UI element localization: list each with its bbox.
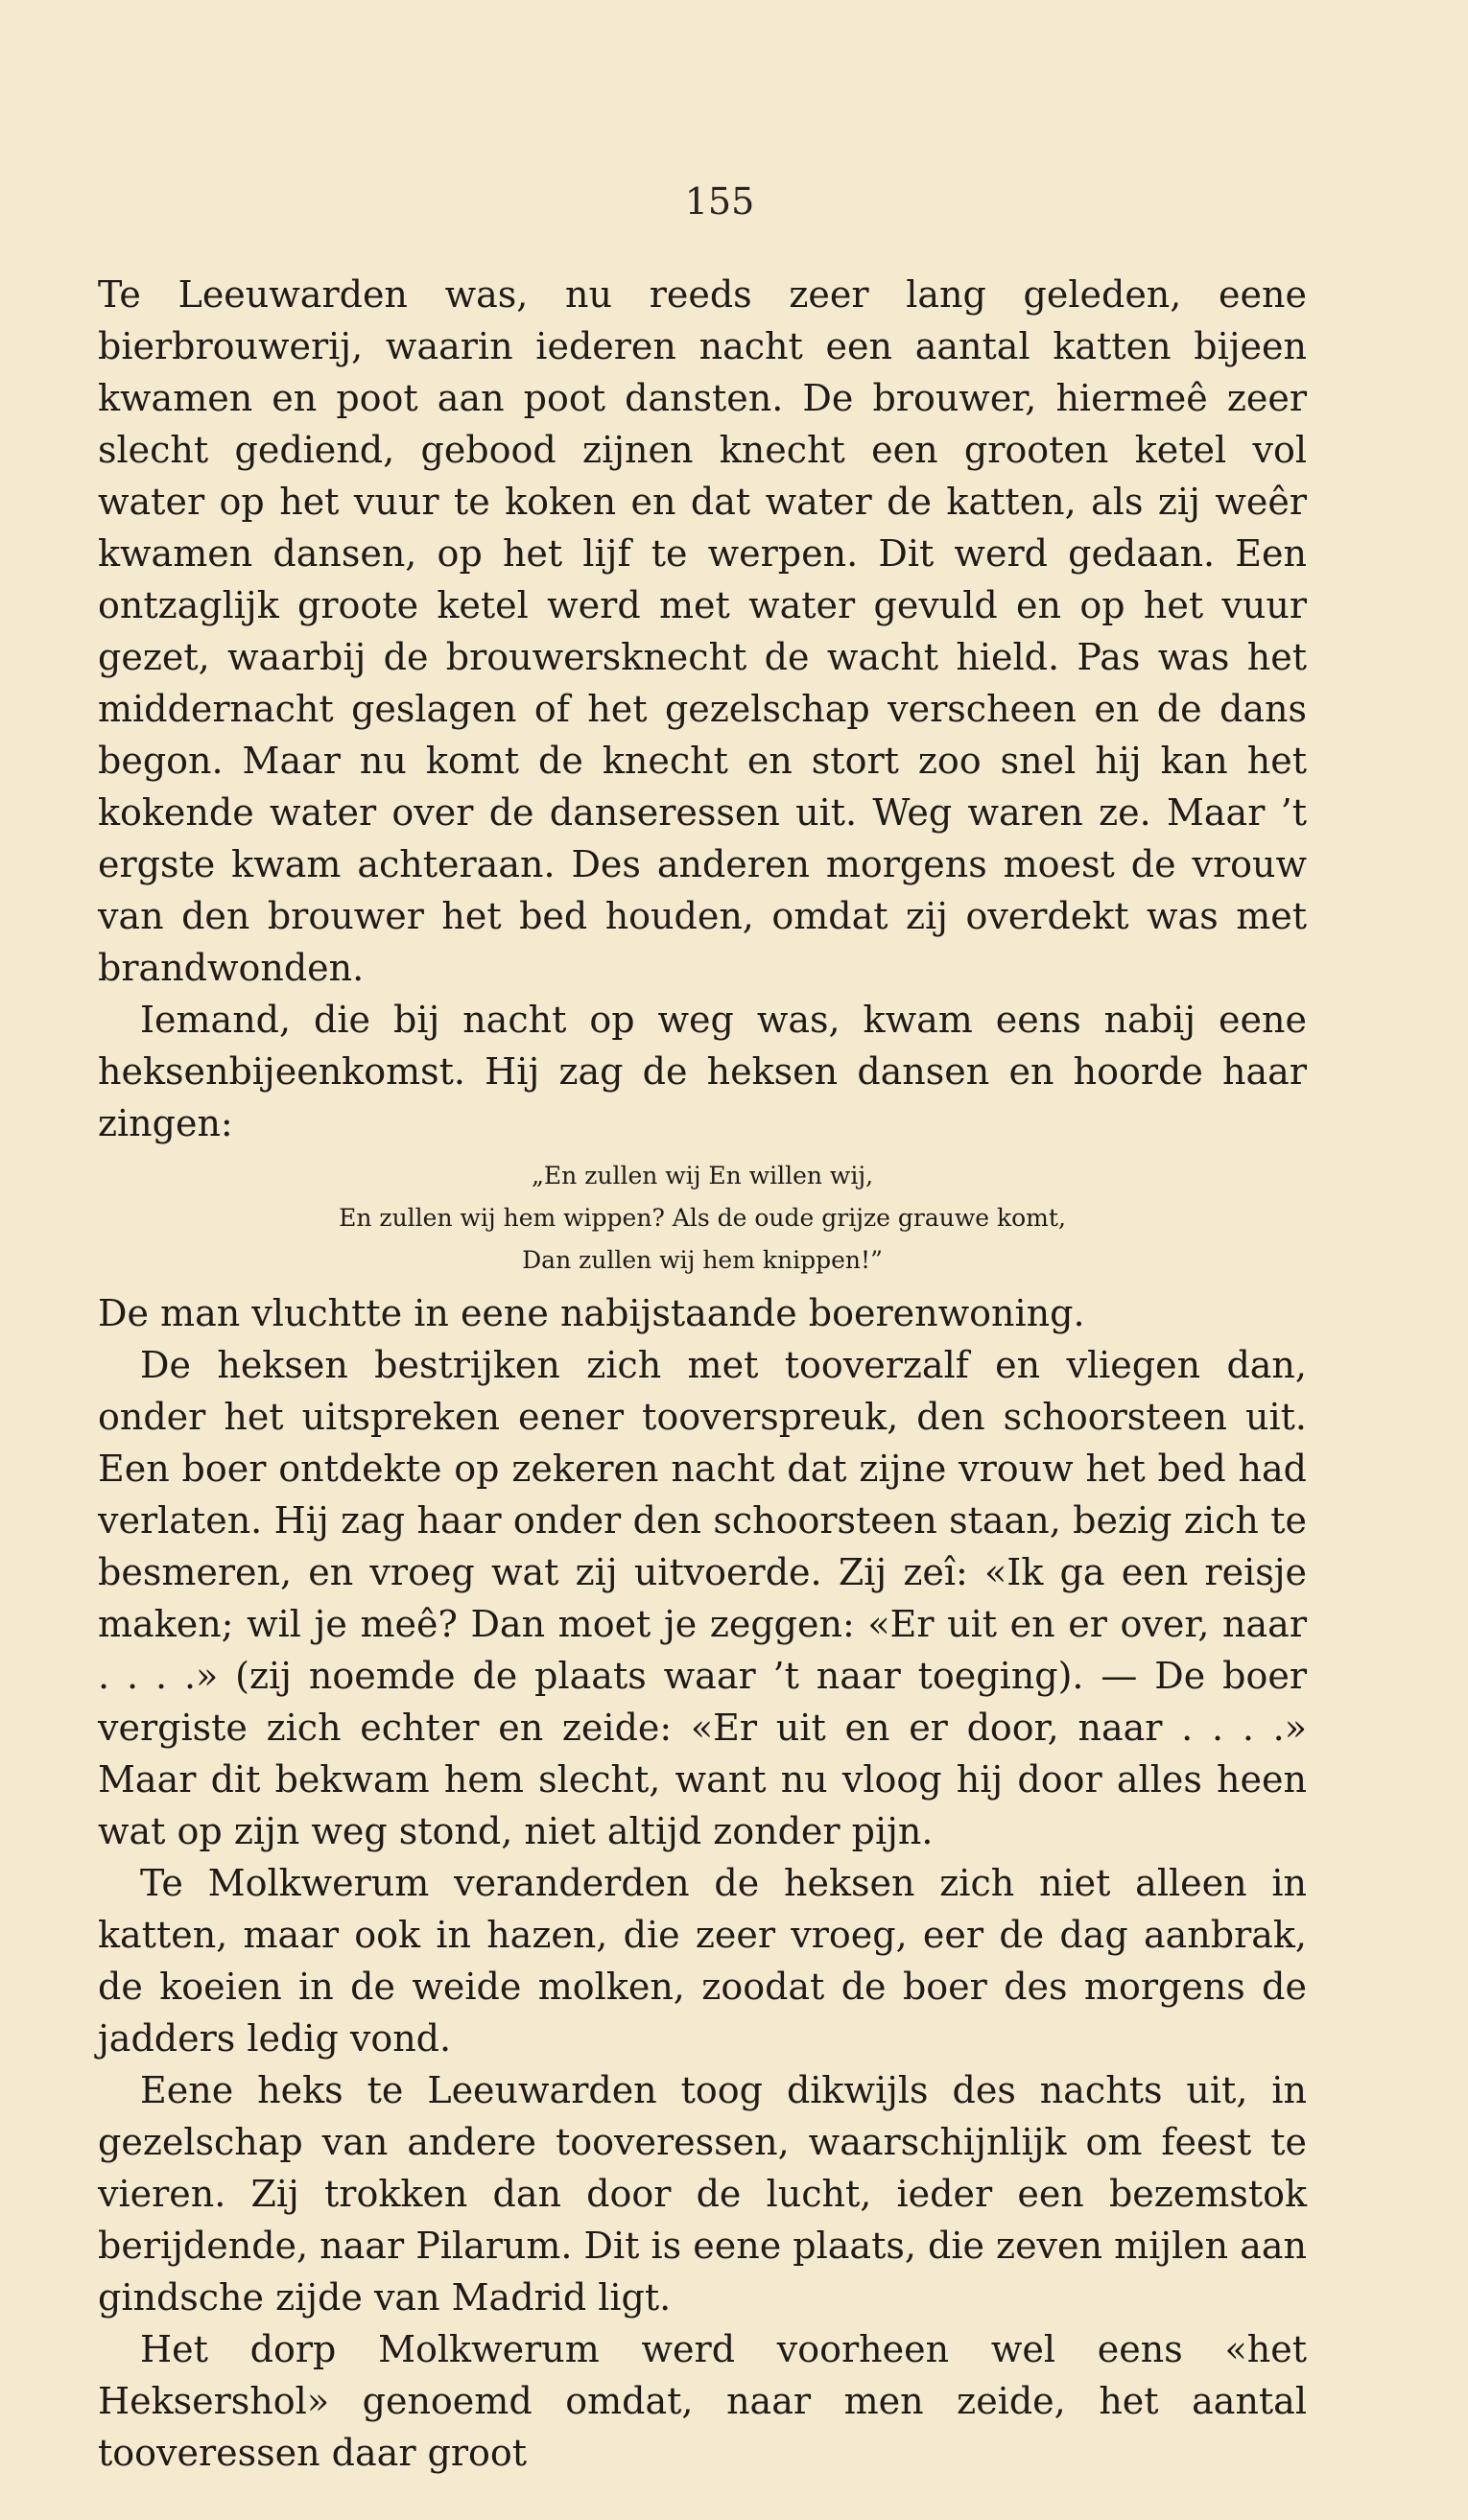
paragraph-molkwerum-hares: Te Molkwerum veranderden de heksen zich niet alleen in katten, maar ook in hazen, die zeer vroeg, eer de dag aanbrak, de koeien in de weide molken, zoodat de boer des morgens de jadders ledig vond. [98, 1862, 1307, 2060]
paragraph-heksershol: Het dorp Molkwerum werd voorheen wel eens «het Heksershol» genoemd omdat, naar men zeide, het aantal tooveressen daar groot [98, 2328, 1307, 2474]
body-text [98, 269, 1307, 2479]
paragraph-brewery-cats: Te Leeuwarden was, nu reeds zeer lang geleden, eene bierbrouwerij, waarin iederen nacht een aantal katten bijeen kwamen en poot aan poot dansten. De brouwer, hiermeê zeer slecht gediend, gebood zijnen knecht een grooten ketel vol water op het vuur te koken en dat water de katten, als zij weêr kwamen dansen, op het lijf te werpen. Dit werd gedaan. Een ontzaglijk groote ketel werd met water gevuld en op het vuur gezet, waarbij de brouwersknecht de wacht hield. Pas was het middernacht geslagen of het gezelschap verscheen en de dans begon. Maar nu komt de knecht en stort zoo snel hij kan het kokende water over de danseressen uit. Weg waren ze. Maar ’t ergste kwam achteraan. Des anderen morgens moest de vrouw van den brouwer het bed houden, omdat zij overdekt was met brandwonden. [98, 273, 1307, 989]
paragraph-witch-gathering: Iemand, die bij nacht op weg was, kwam eens nabij eene heksenbijeenkomst. Hij zag de heksen dansen en hoorde haar zingen: [98, 999, 1307, 1144]
verse-line: En zullen wij hem wippen? Als de oude grijze grauwe komt, [339, 1204, 1066, 1232]
paragraph-leeuwarden-witch: Eene heks te Leeuwarden toog dikwijls des nachts uit, in gezelschap van andere tooveressen, waarschijnlijk om feest te vieren. Zij trokken dan door de lucht, ieder een bezemstok berijdende, naar Pilarum. Dit is eene plaats, die zeven mijlen aan gindsche zijde van Madrid ligt. [98, 2069, 1308, 2319]
verse-line: Dan zullen wij hem knippen!” [522, 1246, 883, 1274]
page-number: 155 [684, 180, 755, 223]
witch-song-verse [98, 1155, 1307, 1282]
verse-line: „En zullen wij En willen wij, [531, 1162, 874, 1189]
paragraph-witch-ointment: De heksen bestrijken zich met tooverzalf en vliegen dan, onder het uitspreken eener tooverspreuk, den schoorsteen uit. Een boer ontdekte op zekeren nacht dat zijne vrouw het bed had verlaten. Hij zag haar onder den schoorsteen staan, bezig zich te besmeren, en vroeg wat zij uitvoerde. Zij zeî: «Ik ga een reisje maken; wil je meê? Dan moet je zeggen: «Er uit en er over, naar . . . .» (zij noemde de plaats waar ’t naar toeging). — De boer vergiste zich echter en zeide: «Er uit en er door, naar . . . .» Maar dit bekwam hem slecht, want nu vloog hij door alles heen wat op zijn weg stond, niet altijd zonder pijn. [98, 1344, 1307, 1852]
paragraph-man-fled: De man vluchtte in eene nabijstaande boerenwoning. [98, 1292, 1085, 1334]
